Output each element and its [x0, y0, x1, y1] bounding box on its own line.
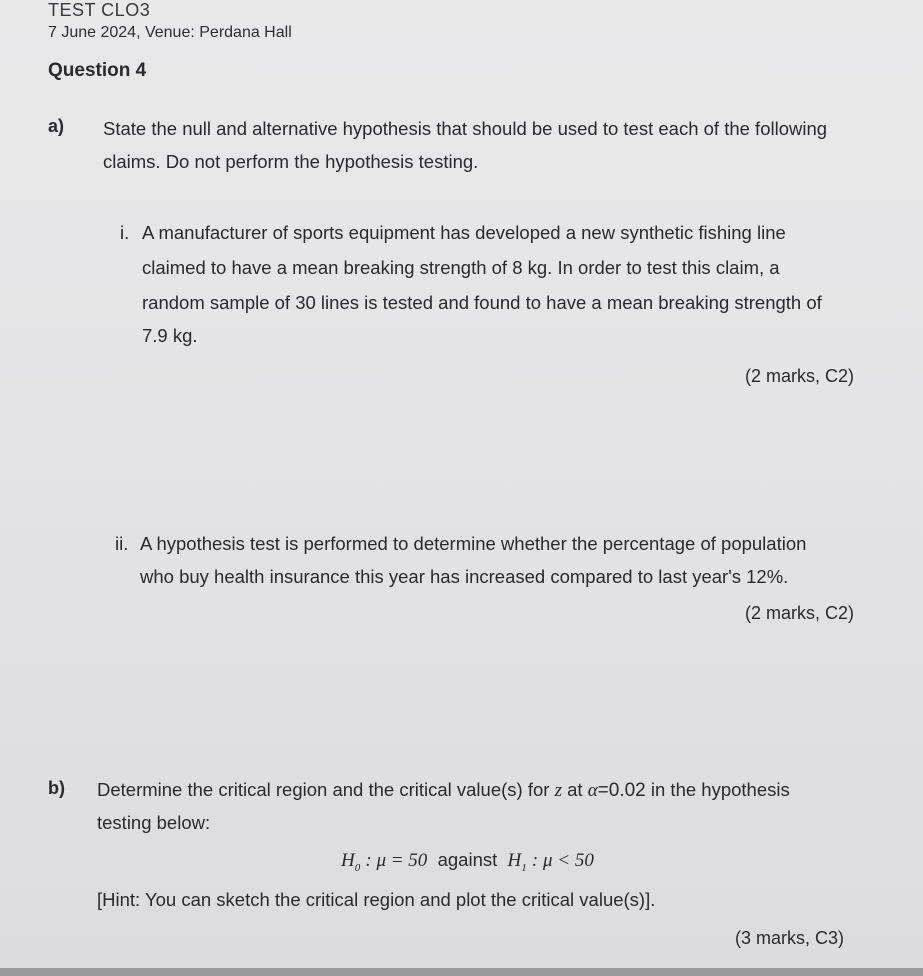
- z-variable: z: [554, 780, 562, 801]
- hint-text: [Hint: You can sketch the critical region and plot the critical value(s)].: [97, 889, 656, 910]
- at-word: at: [567, 779, 583, 800]
- part-b-line-2: testing below:: [97, 812, 211, 833]
- h0-symbol: $H_0$: [341, 850, 361, 874]
- h1-symbol: $H_1$: [507, 850, 527, 874]
- alpha-symbol: α: [587, 780, 598, 801]
- alpha-value: =0.02: [597, 780, 646, 801]
- item-i-line-2: claimed to have a mean breaking strength of 8 kg. In order to test this claim, a: [142, 257, 780, 278]
- h1-expression: : μ < 50: [531, 850, 594, 871]
- date-venue: 7 June 2024, Venue: Perdana Hall: [48, 24, 292, 41]
- item-i-line-4: 7.9 kg.: [142, 325, 198, 346]
- part-b-suffix: in the hypothesis: [650, 779, 790, 800]
- part-b-label: b): [48, 778, 65, 798]
- part-a-line-2: claims. Do not perform the hypothesis testing.: [103, 151, 479, 172]
- part-a-label: a): [48, 116, 65, 136]
- item-ii-line-2: who buy health insurance this year has increased compared to last year's 12%.: [140, 566, 789, 587]
- hypothesis-statement: [341, 843, 594, 885]
- item-ii-line-1: A hypothesis test is performed to determine whether the percentage of population: [140, 533, 807, 554]
- h0-expression: : μ = 50: [365, 850, 428, 871]
- screen-bottom-edge: [0, 968, 923, 976]
- item-i-line-3: random sample of 30 lines is tested and found to have a mean breaking strength of: [142, 292, 822, 313]
- test-title: TEST CLO3: [48, 0, 151, 20]
- item-i-marks: (2 marks, C2): [745, 366, 855, 386]
- question-title: Question 4: [48, 60, 147, 81]
- against-word: against: [437, 849, 498, 870]
- part-a-line-1: State the null and alternative hypothesis that should be used to test each of the following: [103, 118, 828, 139]
- item-ii-label: ii.: [115, 533, 129, 554]
- part-b-line-1: [97, 773, 790, 807]
- item-i-line-1: A manufacturer of sports equipment has developed a new synthetic fishing line: [142, 222, 786, 243]
- part-b-marks: (3 marks, C3): [735, 928, 845, 948]
- item-i-label: i.: [120, 222, 130, 243]
- part-b-prefix: Determine the critical region and the critical value(s) for: [97, 779, 550, 800]
- item-ii-marks: (2 marks, C2): [745, 603, 855, 623]
